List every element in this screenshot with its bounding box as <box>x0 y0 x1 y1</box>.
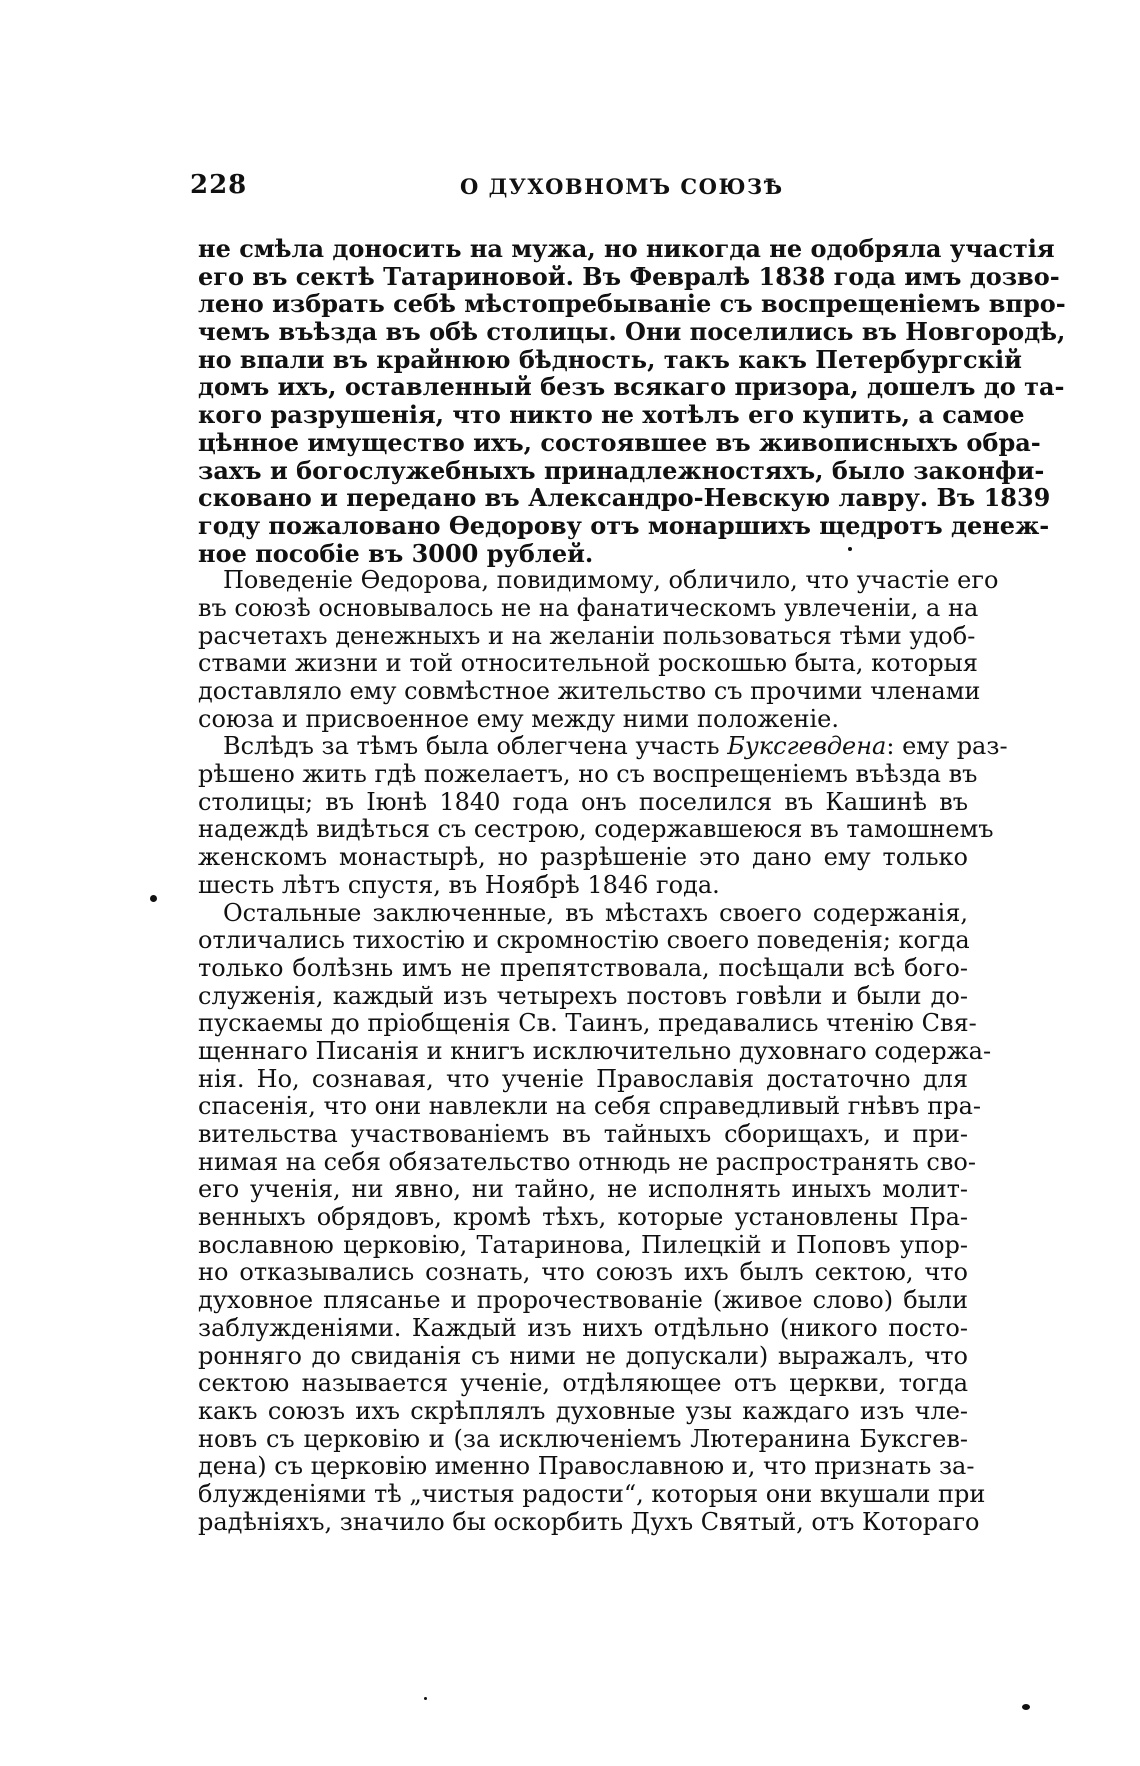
text-line: ное пособіе въ 3000 рублей. <box>198 538 594 568</box>
text-line: вительства участвованіемъ въ тайныхъ сборищахъ, и при- <box>198 1120 968 1148</box>
text-line: Поведеніе Ѳедорова, повидимому, обличило, что участіе его <box>223 566 999 595</box>
text-line: щеннаго Писанія и книгъ исключительно духовнаго содержа- <box>198 1036 992 1065</box>
text-line: нимая на себя обязательство отнюдь не распространять сво- <box>198 1147 976 1176</box>
text-line: пускаемы до пріобщенія Св. Таинъ, предавались чтенію Свя- <box>198 1009 977 1038</box>
text-before-italic: Вслѣдъ за тѣмъ была облегчена участь <box>223 732 728 761</box>
text-line: его въ сектѣ Татариновой. Въ Февралѣ 1838 года имъ дозво- <box>198 261 1060 291</box>
text-line: столицы; въ Іюнѣ 1840 года онъ поселился въ Кашинѣ въ <box>198 787 968 816</box>
text-line: домъ ихъ, оставленный безъ всякаго призора, дошелъ до та- <box>198 372 1065 402</box>
text-after-italic: : ему раз- <box>886 732 1008 761</box>
text-line: надеждѣ видѣться съ сестрою, содержавшеюся въ тамошнемъ <box>198 815 994 844</box>
text-line: только болѣзнь имъ не препятствовала, посѣщали всѣ бого- <box>198 953 968 982</box>
text-line: его ученія, ни явно, ни тайно, не исполнять иныхъ молит- <box>198 1175 968 1204</box>
text-line: заблужденіями. Каждый изъ нихъ отдѣльно (никого посто- <box>198 1313 968 1342</box>
text-line: новъ съ церковію и (за исключеніемъ Лютеранина Буксгев- <box>198 1424 968 1453</box>
text-line: цѣнное имущество ихъ, состоявшее въ живописныхъ обра- <box>198 427 1041 457</box>
text-line: женскомъ монастырѣ, но разрѣшеніе это дано ему только <box>198 843 968 872</box>
text-line: расчетахъ денежныхъ и на желаніи пользоваться тѣми удоб- <box>198 621 976 650</box>
text-line: ронняго до свиданія съ ними не допускали) выражалъ, что <box>198 1341 968 1370</box>
text-line: лено избрать себѣ мѣстопребываніе съ воспрещеніемъ впро- <box>198 289 1066 319</box>
text-line: захъ и богослужебныхъ принадлежностяхъ, было законфи- <box>198 455 1045 485</box>
text-line: какъ союзъ ихъ скрѣплялъ духовные узы каждаго изъ чле- <box>198 1396 968 1425</box>
running-title: О ДУХОВНОМЪ СОЮЗѢ <box>460 174 784 199</box>
text-line: отличались тихостію и скромностію своего поведенія; когда <box>198 926 970 955</box>
paragraph-3 <box>198 732 1008 899</box>
text-line: году пожаловано Ѳедорову отъ монаршихъ щедротъ денеж- <box>198 510 1050 540</box>
text-line: кого разрушенія, что никто не хотѣлъ его купить, а самое <box>198 400 1025 430</box>
text-line-with-italic <box>198 732 1008 761</box>
text-line: чемъ въѣзда въ обѣ столицы. Они поселились въ Новгородѣ, <box>198 317 1066 347</box>
text-line: доставляло ему совмѣстное жительство съ прочими членами <box>198 677 981 705</box>
text-line: сковано и передано въ Александро-Невскую лавру. Въ 1839 <box>198 483 1051 513</box>
text-line: венныхъ обрядовъ, кромѣ тѣхъ, которые установлены Пра- <box>198 1203 968 1232</box>
text-line: шесть лѣтъ спустя, въ Ноябрѣ 1846 года. <box>198 870 720 899</box>
text-line: союза и присвоенное ему между ними положеніе. <box>198 704 839 733</box>
italic-name: Буксгевдена <box>727 732 887 761</box>
page-number: 228 <box>190 170 248 200</box>
text-line: спасенія, что они навлекли на себя справедливый гнѣвъ пра- <box>198 1092 981 1121</box>
text-line: блужденіями тѣ „чистыя радости“, которыя они вкушали при <box>198 1479 986 1508</box>
text-line: въ союзѣ основывалось не на фанатическомъ увлеченіи, а на <box>198 593 979 622</box>
page-header <box>190 170 980 210</box>
text-line: нія. Но, сознавая, что ученіе Православія достаточно для <box>198 1064 968 1093</box>
text-line: сектою называется ученіе, отдѣляющее отъ церкви, тогда <box>198 1369 968 1398</box>
text-line: но впали въ крайнюю бѣдность, такъ какъ Петербургскій <box>198 344 1022 374</box>
scan-speck <box>150 895 157 902</box>
paragraph-2 <box>198 566 999 733</box>
text-line: Остальные заключенные, въ мѣстахъ своего содержанія, <box>223 898 968 927</box>
scan-speck <box>1022 1704 1030 1710</box>
text-line: рѣшено жить гдѣ пожелаетъ, но съ воспрещеніемъ въѣзда въ <box>198 760 978 789</box>
text-line: служенія, каждый изъ четырехъ постовъ говѣли и были до- <box>198 981 968 1010</box>
text-line: не смѣла доносить на мужа, но никогда не одобряла участія <box>198 234 1055 263</box>
scan-speck <box>424 1697 427 1700</box>
text-line: но отказывались сознать, что союзъ ихъ былъ сектою, что <box>198 1258 968 1287</box>
text-line: дена) съ церковію именно Православною и, что признать за- <box>198 1452 975 1481</box>
text-line: духовное плясанье и пророчествованіе (живое слово) были <box>198 1286 968 1315</box>
text-line: ствами жизни и той относительной роскошью быта, которыя <box>198 649 978 678</box>
text-line: вославною церковію, Татаринова, Пилецкій и Поповъ упор- <box>198 1230 968 1259</box>
paragraph-4 <box>198 898 992 1537</box>
body-text <box>198 234 1066 1536</box>
paragraph-1 <box>198 234 1066 568</box>
text-line: радѣніяхъ, значило бы оскорбить Духъ Святый, отъ Котораго <box>198 1507 980 1536</box>
scan-speck <box>848 547 852 551</box>
